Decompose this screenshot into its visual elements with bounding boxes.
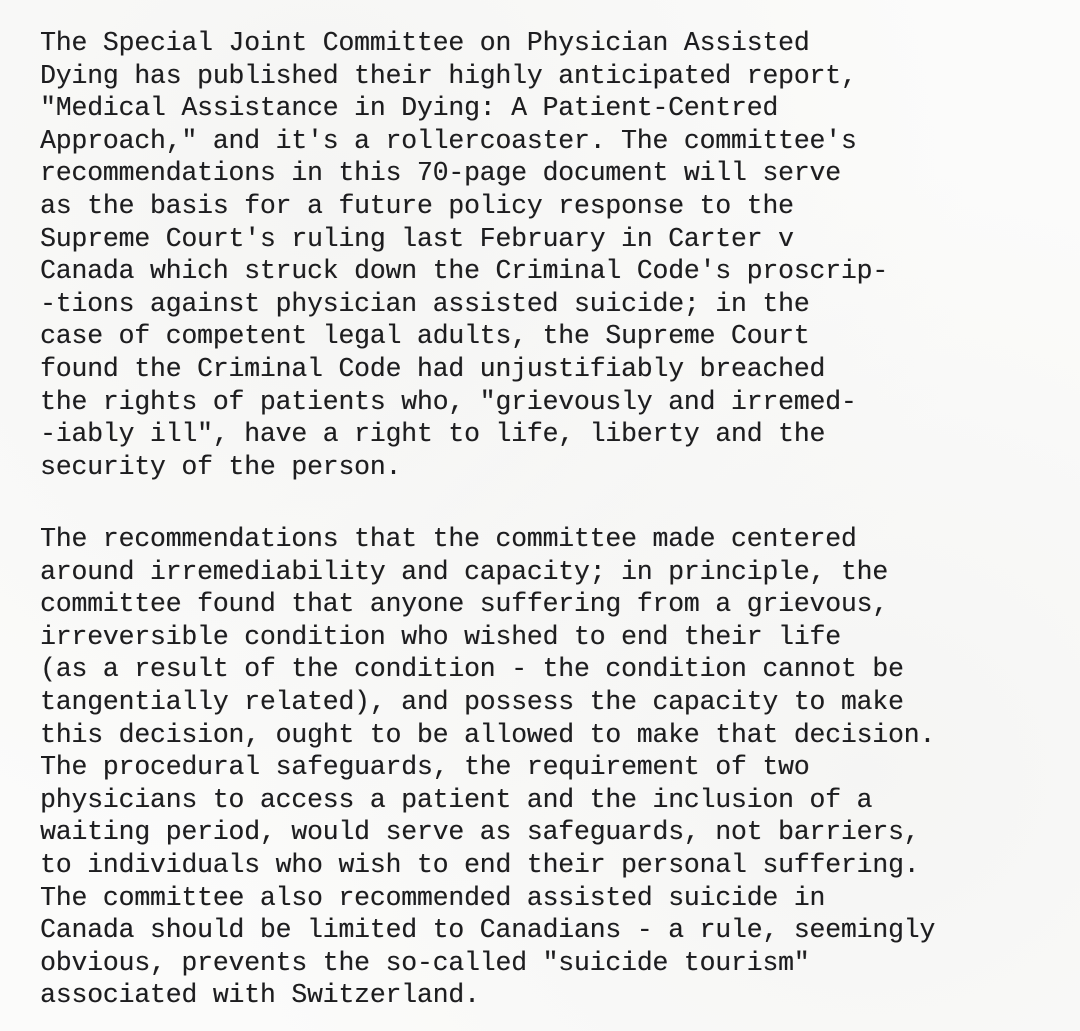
text-line: obvious, prevents the so-called "suicide tourism" (40, 947, 810, 978)
text-line: this decision, ought to be allowed to make that decision. (40, 719, 936, 750)
text-line: security of the person. (40, 451, 402, 482)
text-line: -iably ill", have a right to life, liberty and the (40, 419, 826, 450)
text-line: associated with Switzerland. (40, 980, 480, 1011)
paragraph-2 (40, 523, 935, 1012)
text-line: around irremediability and capacity; in principle, the (40, 556, 888, 587)
text-line: to individuals who wish to end their personal suffering. (40, 849, 920, 880)
text-line: Supreme Court's ruling last February in Carter v (40, 223, 794, 254)
text-line: Canada which struck down the Criminal Code's proscrip- (40, 256, 888, 287)
text-line: "Medical Assistance in Dying: A Patient-Centred (40, 93, 779, 124)
text-line: The committee also recommended assisted suicide in (40, 882, 826, 913)
text-line: Approach," and it's a rollercoaster. The committee's (40, 125, 857, 156)
text-line: as the basis for a future policy response to the (40, 190, 794, 221)
text-line: (as a result of the condition - the condition cannot be (40, 654, 904, 685)
text-line: -tions against physician assisted suicide; in the (40, 288, 810, 319)
text-line: waiting period, would serve as safeguards, not barriers, (40, 817, 920, 848)
text-line: Dying has published their highly anticipated report, (40, 60, 857, 91)
text-line: tangentially related), and possess the capacity to make (40, 686, 904, 717)
text-line: found the Criminal Code had unjustifiably breached (40, 353, 826, 384)
text-line: The procedural safeguards, the requirement of two (40, 752, 810, 783)
text-line: Canada should be limited to Canadians - a rule, seemingly (40, 915, 936, 946)
text-line: irreversible condition who wished to end their life (40, 621, 841, 652)
text-line: The Special Joint Committee on Physician Assisted (40, 28, 810, 58)
text-line: the rights of patients who, "grievously and irremed- (40, 386, 857, 417)
text-line: committee found that anyone suffering from a grievous, (40, 589, 888, 620)
text-line: recommendations in this 70-page document will serve (40, 158, 841, 189)
text-line: case of competent legal adults, the Supreme Court (40, 321, 810, 352)
text-line: The recommendations that the committee made centered (40, 524, 857, 554)
paragraph-1 (40, 27, 888, 483)
text-line: physicians to access a patient and the inclusion of a (40, 784, 873, 815)
